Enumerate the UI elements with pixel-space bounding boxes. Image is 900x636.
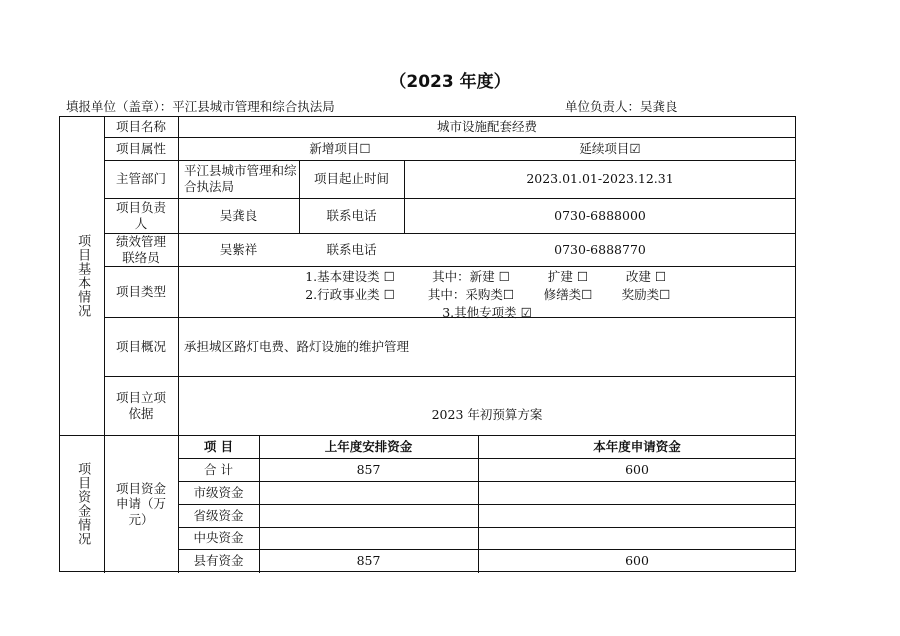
- leader-phone-label: 联系电话: [326, 207, 377, 223]
- project-name-label: 项目名称: [115, 119, 166, 135]
- performance-contact-value: 吴紫祥: [219, 241, 258, 257]
- project-name-value: 城市设施配套经费: [436, 119, 537, 135]
- funds-section-label: 项目资金情况: [75, 462, 91, 546]
- leader-phone-value: 0730-6888000: [554, 207, 646, 223]
- type-other-special[interactable]: 3.其他专项类 ☑: [442, 305, 532, 320]
- performance-contact-label: 绩效管理联络员: [115, 233, 166, 265]
- type-new-build[interactable]: 其中：新建 ☐: [432, 269, 510, 284]
- project-attribute-label: 项目属性: [115, 140, 166, 156]
- period-value: 2023.01.01-2023.12.31: [526, 171, 674, 187]
- fund-row-label: 合 计: [204, 461, 233, 477]
- fund-row-label: 中央资金: [193, 530, 244, 546]
- fund-row-this: [478, 481, 796, 504]
- col-this-year-header: 本年度申请资金: [593, 438, 681, 454]
- report-year-title: （2023 年度）: [389, 72, 511, 92]
- fund-row-this: [478, 527, 796, 549]
- project-leader-label: 项目负责人: [115, 199, 166, 231]
- fund-row-label: 县有资金: [193, 552, 244, 568]
- type-expansion[interactable]: 扩建 ☐: [547, 269, 589, 284]
- type-administrative[interactable]: 2.行政事业类 ☐: [305, 287, 395, 302]
- type-renovation[interactable]: 改建 ☐: [625, 269, 667, 284]
- col-item-header: 项 目: [203, 438, 234, 454]
- fund-row-last: [259, 504, 478, 527]
- fund-row-last: [259, 527, 478, 549]
- fund-row-this: 600: [625, 552, 649, 568]
- contact-phone-value: 0730-6888770: [554, 241, 646, 257]
- project-type-options: [178, 266, 796, 320]
- department-label: 主管部门: [115, 171, 166, 187]
- project-type-label: 项目类型: [115, 283, 166, 299]
- type-repair[interactable]: 修缮类☐: [543, 287, 593, 302]
- fund-row-label: 省级资金: [193, 507, 244, 523]
- fund-row-last: [259, 481, 478, 504]
- period-label: 项目起止时间: [313, 171, 389, 187]
- funds-apply-label: 项目资金申请（万元）: [115, 480, 166, 527]
- type-basic-construction[interactable]: 1.基本建设类 ☐: [305, 269, 395, 284]
- row-divider: [104, 137, 796, 138]
- reporting-unit: 填报单位（盖章）：平江县城市管理和综合执法局: [66, 99, 335, 114]
- basis-label: 项目立项依据: [116, 389, 167, 421]
- continuing-project-checkbox[interactable]: 延续项目☑: [579, 140, 641, 156]
- type-reward[interactable]: 奖励类☐: [621, 287, 671, 302]
- fund-row-this: 600: [625, 461, 649, 477]
- unit-leader: 单位负责人：吴龚良: [565, 99, 678, 114]
- overview-label: 项目概况: [115, 338, 166, 354]
- fund-row-last: 857: [356, 552, 381, 568]
- overview-value: 承担城区路灯电费、路灯设施的维护管理: [184, 338, 410, 354]
- fund-row-last: 857: [356, 461, 381, 477]
- col-last-year-header: 上年度安排资金: [324, 438, 413, 454]
- department-value: 平江县城市管理和综合执法局: [184, 163, 297, 194]
- project-info-table: [59, 116, 796, 572]
- project-leader-value: 吴龚良: [219, 207, 258, 223]
- basis-value: 2023 年初预算方案: [431, 406, 543, 422]
- type-procurement[interactable]: 其中：采购类☐: [427, 287, 515, 302]
- fund-row-this: [478, 504, 796, 527]
- fund-row-label: 市级资金: [193, 484, 244, 500]
- basic-info-section-label: 项目基本情况: [75, 234, 91, 318]
- contact-phone-label: 联系电话: [326, 241, 377, 257]
- new-project-checkbox[interactable]: 新增项目☐: [309, 140, 371, 156]
